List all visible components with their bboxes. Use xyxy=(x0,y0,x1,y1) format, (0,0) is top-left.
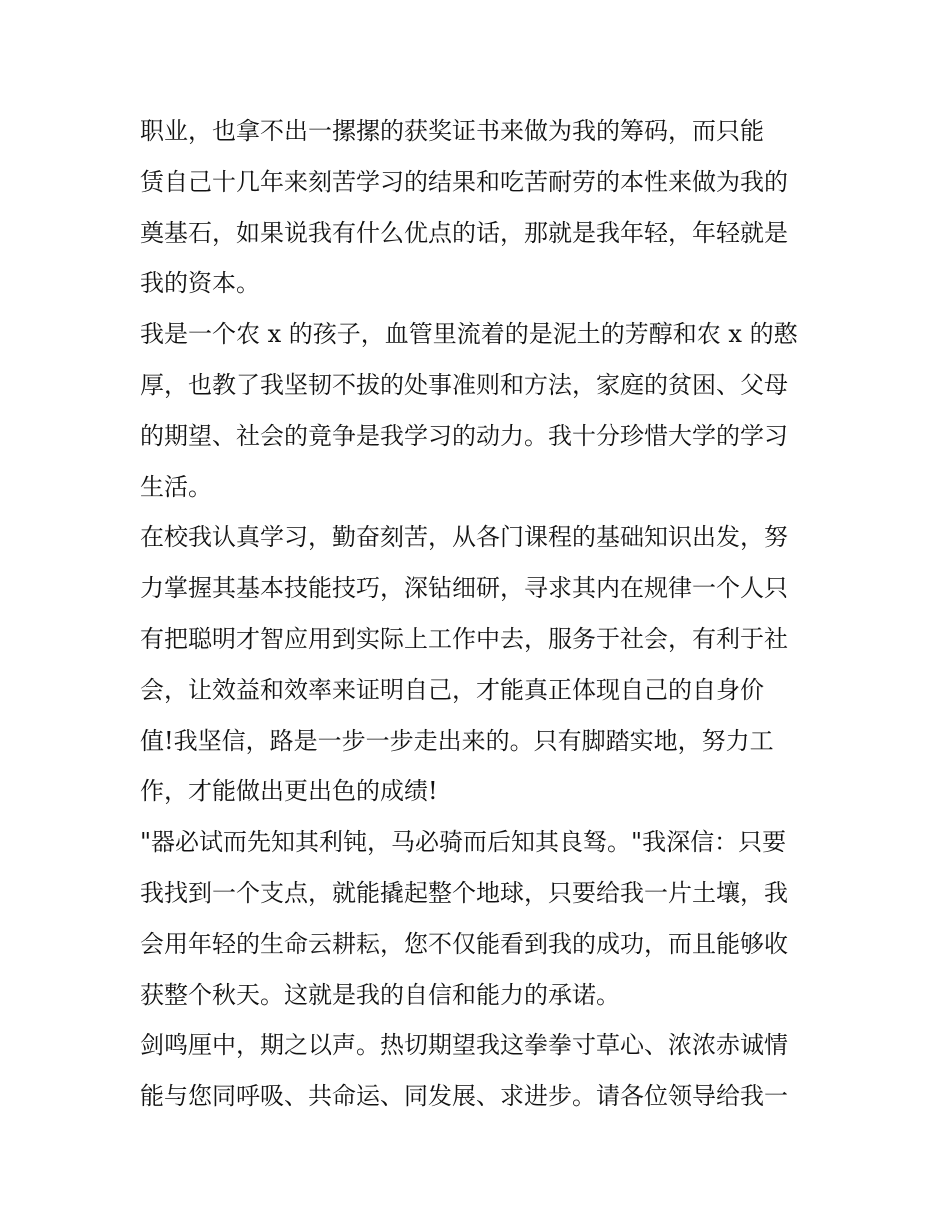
text-line: 作，才能做出更出色的成绩! xyxy=(140,777,438,806)
text-line: 我的资本。 xyxy=(140,269,260,298)
text-line: 获整个秋天。这就是我的自信和能力的承诺。 xyxy=(140,980,620,1009)
text-line: 会用年轻的生命云耕耘，您不仅能看到我的成功，而且能够收 xyxy=(140,929,788,958)
text-line: "器必试而先知其利钝，马必骑而后知其良驽。"我深信：只要 xyxy=(140,828,787,857)
text-line: 会，让效益和效率来证明自己，才能真正体现自己的自身价 xyxy=(140,675,764,704)
text-line: 生活。 xyxy=(140,472,212,501)
text-line: 能与您同呼吸、共命运、同发展、求进步。请各位领导给我一 xyxy=(140,1082,788,1111)
text-line: 剑鸣厘中，期之以声。热切期望我这拳拳寸草心、浓浓赤诚情 xyxy=(140,1031,788,1060)
document-body xyxy=(140,106,820,1122)
text-line: 在校我认真学习，勤奋刻苦，从各门课程的基础知识出发，努 xyxy=(140,523,788,552)
text-line: 的期望、社会的竟争是我学习的动力。我十分珍惜大学的学习 xyxy=(140,421,788,450)
text-line: 力掌握其基本技能技巧，深钻细研，寻求其内在规律一个人只 xyxy=(140,574,788,603)
text-line: 厚，也教了我坚韧不拔的处事准则和方法，家庭的贫困、父母 xyxy=(140,370,788,399)
text-line: 我是一个农 x 的孩子，血管里流着的是泥土的芳醇和农 x 的憨 xyxy=(140,320,798,349)
text-line: 赁自己十几年来刻苦学习的结果和吃苦耐劳的本性来做为我的 xyxy=(140,167,788,196)
text-line: 我找到一个支点，就能撬起整个地球，只要给我一片土壤，我 xyxy=(140,878,788,907)
text-line: 有把聪明才智应用到实际上工作中去，服务于社会，有利于社 xyxy=(140,624,788,653)
text-line: 职业，也拿不出一摞摞的获奖证书来做为我的筹码，而只能 xyxy=(140,117,764,145)
text-line: 值!我坚信，路是一步一步走出来的。只有脚踏实地，努力工 xyxy=(140,726,774,755)
text-line: 奠基石，如果说我有什么优点的话，那就是我年轻，年轻就是 xyxy=(140,218,788,247)
